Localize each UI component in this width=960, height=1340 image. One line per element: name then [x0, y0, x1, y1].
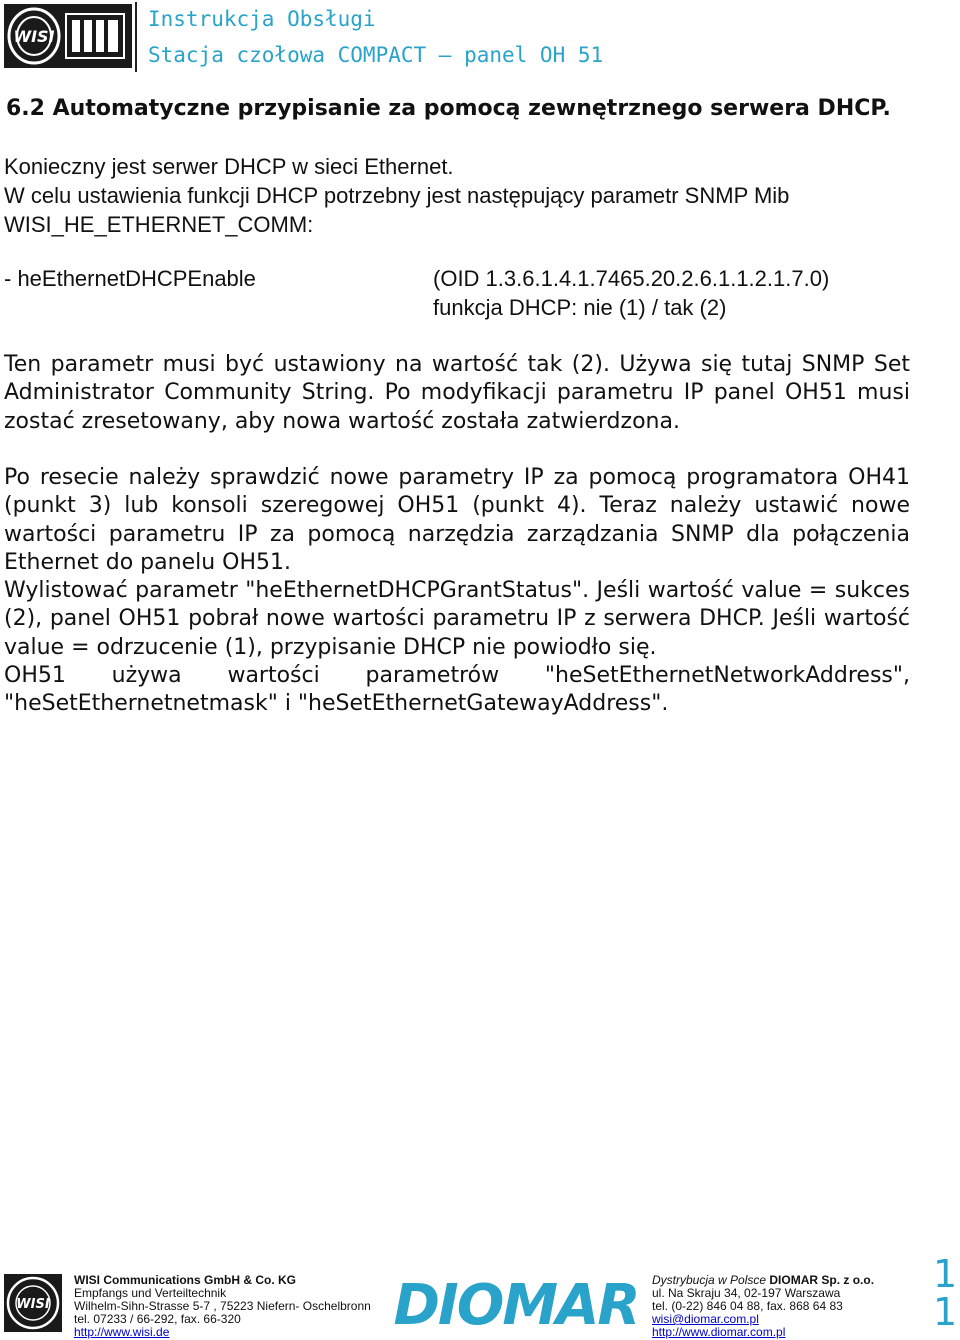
parameter-oid: (OID 1.3.6.1.4.1.7465.20.2.6.1.1.2.1.7.0) — [433, 266, 830, 291]
page-number-digit: 1 — [933, 1290, 958, 1334]
page-number-digit: 1 — [933, 1252, 958, 1296]
paragraph-used-params: OH51 używa wartości parametrów "heSetEthernetNetworkAddress", "heSetEthernetnetmask" i "heSetEthernetGatewayAddress". — [4, 663, 910, 717]
footer-wisi-contact — [74, 1274, 371, 1339]
svg-text:WISI: WISI — [16, 1297, 50, 1312]
intro-line: WISI_HE_ETHERNET_COMM: — [4, 212, 314, 237]
paragraph-grant-status: Wylistować parametr "heEthernetDHCPGrantStatus". Jeśli wartość value = sukces (2), panel OH51 pobrał nowe wartości parametru IP z serwera DHCP. Jeśli wartość value = odrzucenie (1), przypisanie DHCP nie powiodło się. — [4, 578, 910, 660]
footer-wisi-phone: tel. 07233 / 66-292, fax. 66-320 — [74, 1312, 241, 1326]
section-heading: 6.2 Automatyczne przypisanie za pomocą zewnętrznego serwera DHCP. — [6, 96, 891, 121]
parameter-name: - heEthernetDHCPEnable — [4, 266, 256, 291]
footer-wisi-subtitle: Empfangs und Verteiltechnik — [74, 1286, 227, 1300]
footer-diomar-intro: Dystrybucja w Polsce — [652, 1273, 767, 1287]
intro-line: W celu ustawienia funkcji DHCP potrzebny jest następujący parametr SNMP Mib — [4, 183, 790, 208]
wisi-footer-logo — [4, 1274, 62, 1332]
footer-wisi-link[interactable]: http://www.wisi.de — [74, 1325, 170, 1339]
document-subtitle: Stacja czołowa COMPACT – panel OH 51 — [148, 43, 604, 67]
paragraph-set-value: Ten parametr musi być ustawiony na wartość tak (2). Używa się tutaj SNMP Set Administrator Community String. Po modyfikacji parametru IP panel OH51 musi zostać zresetowany, aby nowa wartość została zatwierdzona. — [4, 352, 910, 434]
paragraph-check-params: Po resecie należy sprawdzić nowe parametry IP za pomocą programatora OH41 (punkt 3) lub konsoli szeregowej OH51 (punkt 4). Teraz należy ustawić nowe wartości parametru IP za pomocą narzędzia zarządzania SNMP dla połączenia Ethernet do panelu OH51. — [4, 465, 910, 575]
footer-diomar-contact — [652, 1274, 874, 1339]
svg-text:DIOMAR: DIOMAR — [393, 1273, 639, 1334]
wisi-logo — [4, 4, 132, 68]
footer-diomar-phone: tel. (0-22) 846 04 88, fax. 868 64 83 — [652, 1299, 843, 1313]
footer-diomar-email[interactable]: wisi@diomar.com.pl — [652, 1312, 759, 1326]
footer-diomar-company: DIOMAR Sp. z o.o. — [769, 1273, 875, 1287]
page-number — [933, 1252, 958, 1334]
paragraph-group — [4, 464, 910, 719]
intro-block — [4, 152, 789, 239]
footer-wisi-company: WISI Communications GmbH & Co. KG — [74, 1273, 297, 1287]
svg-text:WISI: WISI — [13, 27, 55, 46]
document-title: Instrukcja Obsługi — [148, 7, 376, 31]
parameter-description: funkcja DHCP: nie (1) / tak (2) — [433, 295, 727, 320]
header-divider — [135, 2, 137, 72]
intro-line: Konieczny jest serwer DHCP w sieci Ethernet. — [4, 154, 454, 179]
footer-wisi-address: Wilhelm-Sihn-Strasse 5-7 , 75223 Niefern- Oschelbronn — [74, 1299, 371, 1313]
footer-diomar-address: ul. Na Skraju 34, 02-197 Warszawa — [652, 1286, 841, 1300]
footer-diomar-link[interactable]: http://www.diomar.com.pl — [652, 1325, 786, 1339]
diomar-logo — [392, 1272, 640, 1334]
